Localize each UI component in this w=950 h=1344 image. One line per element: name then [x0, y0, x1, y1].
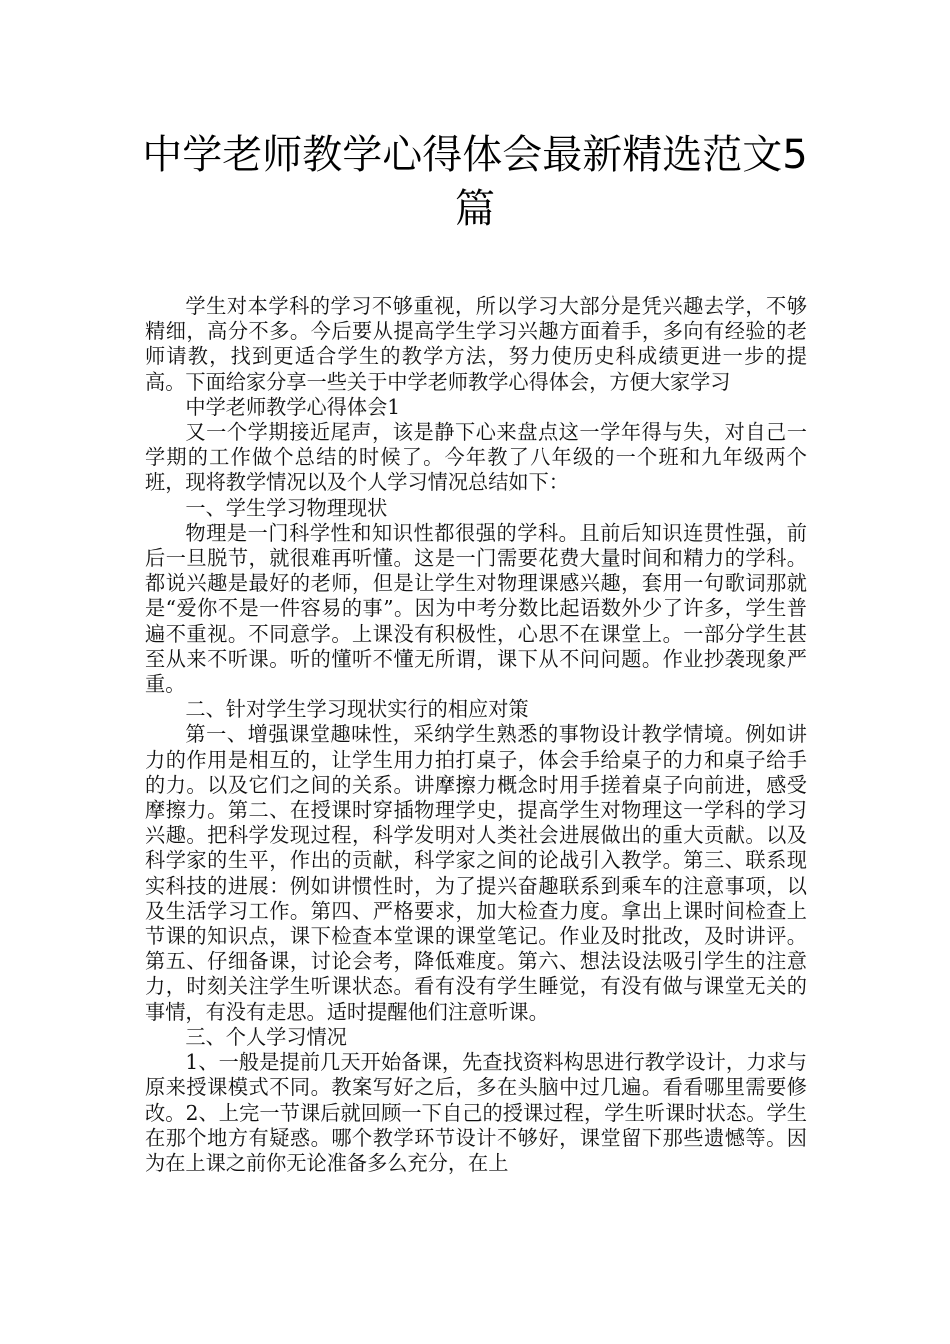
- document-title: 中学老师教学心得体会最新精选范文5篇: [142, 132, 808, 232]
- body-paragraph: 又一个学期接近尾声，该是静下心来盘点这一学年得与失，对自己一学期的工作做个总结的时候了。今年教了八年级的一个班和九年级两个班，现将教学情况以及个人学习情况总结如下：: [145, 420, 807, 495]
- document-body: [145, 294, 807, 1176]
- section-heading: 二、针对学生学习现状实行的相应对策: [185, 697, 529, 722]
- section-heading: 中学老师教学心得体会1: [185, 394, 401, 419]
- section-heading: 三、个人学习情况: [185, 1024, 347, 1049]
- body-paragraph: 1、一般是提前几天开始备课，先查找资料构思进行教学设计，力求与原来授课模式不同。教案写好之后，多在头脑中过几遍。看看哪里需要修改。2、上完一节课后就回顾一下自己的授课过程，学生听课时状态。学生在那个地方有疑惑。哪个教学环节设计不够好，课堂留下那些遗憾等。因为在上课之前你无论准备多么充分，在上: [145, 1050, 807, 1175]
- intro-paragraph: 学生对本学科的学习不够重视，所以学习大部分是凭兴趣去学，不够精细，高分不多。今后要从提高学生学习兴趣方面着手，多向有经验的老师请教，找到更适合学生的教学方法，努力使历史科成绩更进一步的提高。下面给家分享一些关于中学老师教学心得体会，方便大家学习: [145, 294, 807, 394]
- section-heading: 一、学生学习物理现状: [185, 495, 388, 520]
- body-paragraph: 物理是一门科学性和知识性都很强的学科。且前后知识连贯性强，前后一旦脱节，就很难再听懂。这是一门需要花费大量时间和精力的学科。都说兴趣是最好的老师，但是让学生对物理课感兴趣，套用一句歌词那就是“爱你不是一件容易的事”。因为中考分数比起语数外少了许多，学生普遍不重视。不同意学。上课没有积极性，心思不在课堂上。一部分学生甚至从来不听课。听的懂听不懂无所谓，课下从不问问题。作业抄袭现象严重。: [145, 520, 807, 697]
- body-paragraph: 第一、增强课堂趣味性，采纳学生熟悉的事物设计教学情境。例如讲力的作用是相互的，让学生用力拍打桌子，体会手给桌子的力和桌子给手的力。以及它们之间的关系。讲摩擦力概念时用手搓着桌子向前进，感受摩擦力。第二、在授课时穿插物理学史，提高学生对物理这一学科的学习兴趣。把科学发现过程，科学发明对人类社会进展做出的重大贡献。以及科学家的生平，作出的贡献，科学家之间的论战引入教学。第三、联系现实科技的进展：例如讲惯性时，为了提兴奋趣联系到乘车的注意事项，以及生活学习工作。第四、严格要求，加大检查力度。拿出上课时间检查上节课的知识点，课下检查本堂课的课堂笔记。作业及时批改，及时讲评。第五、仔细备课，讨论会考，降低难度。第六、想法设法吸引学生的注意力，时刻关注学生听课状态。看有没有学生睡觉，有没有做与课堂无关的事情，有没有走思。适时提醒他们注意听课。: [145, 722, 807, 1024]
